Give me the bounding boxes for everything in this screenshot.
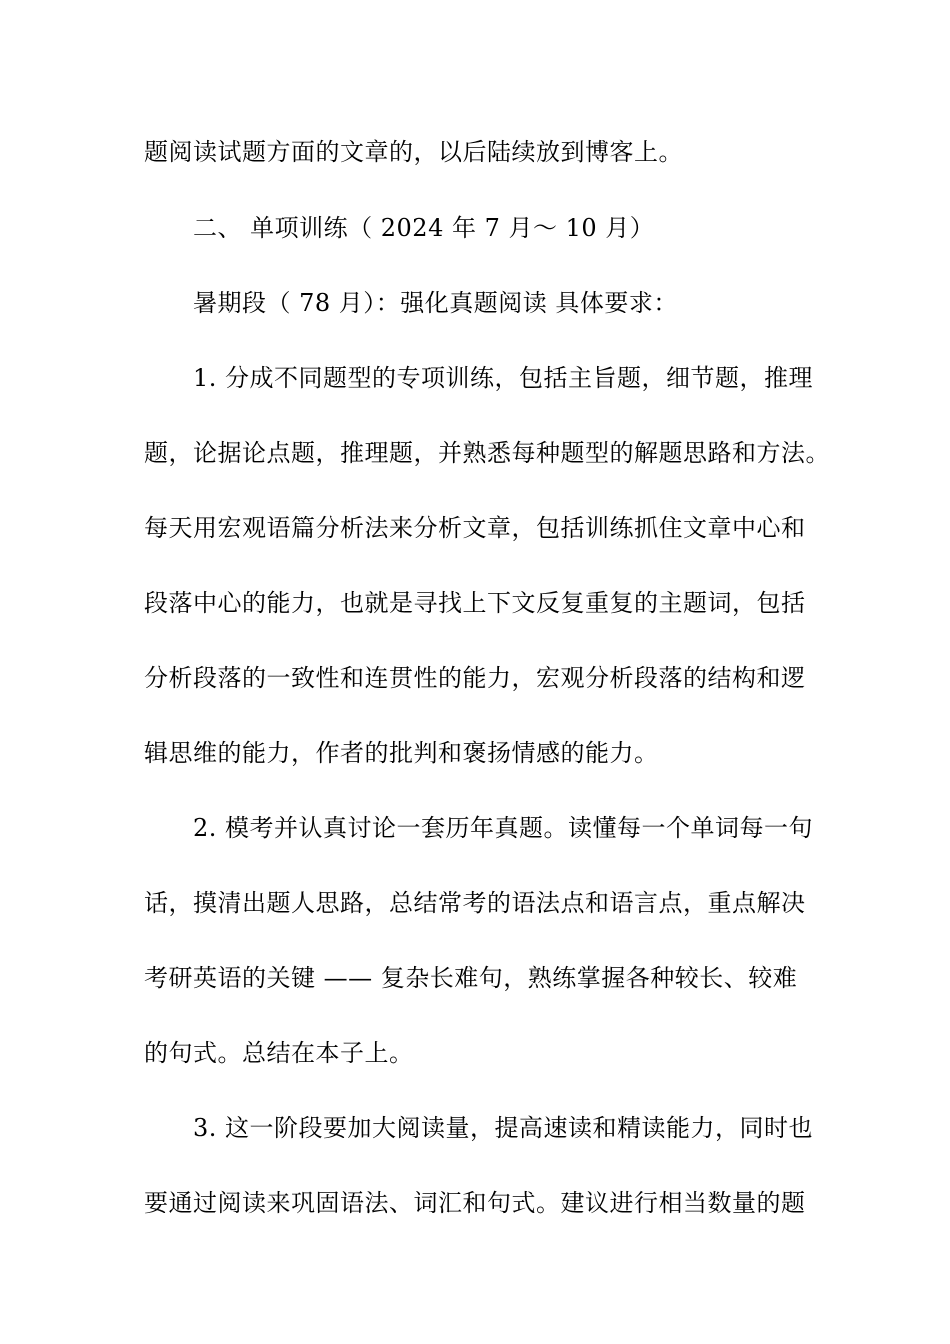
text-line: 段落中心的能力，也就是寻找上下文反复重复的主题词，包括 [144, 589, 806, 617]
text-line: 考研英语的关键 —— 复杂长难句，熟练掌握各种较长、较难 [144, 964, 798, 992]
text-line: 分析段落的一致性和连贯性的能力，宏观分析段落的结构和逻 [144, 664, 806, 692]
text-line: 题，论据论点题，推理题，并熟悉每种题型的解题思路和方法。 [144, 439, 830, 467]
list-item-3: 3. 这一阶段要加大阅读量，提高速读和精读能力，同时也 [193, 1114, 814, 1142]
list-item-1: 1. 分成不同题型的专项训练，包括主旨题，细节题，推理 [193, 364, 814, 392]
text-line: 辑思维的能力，作者的批判和褒扬情感的能力。 [144, 739, 659, 767]
text-line: 暑期段（ 78 月）：强化真题阅读 具体要求： [193, 289, 678, 317]
text-line: 要通过阅读来巩固语法、词汇和句式。建议进行相当数量的题 [144, 1189, 806, 1217]
text-line: 话，摸清出题人思路，总结常考的语法点和语言点，重点解决 [144, 889, 806, 917]
text-line: 每天用宏观语篇分析法来分析文章，包括训练抓住文章中心和 [144, 514, 806, 542]
text-line: 题阅读试题方面的文章的，以后陆续放到博客上。 [144, 138, 683, 166]
list-item-2: 2. 模考并认真讨论一套历年真题。读懂每一个单词每一句 [193, 814, 814, 842]
text-line: 的句式。总结在本子上。 [144, 1039, 414, 1067]
section-heading: 二、 单项训练（ 2024 年 7 月～ 10 月） [193, 214, 655, 242]
